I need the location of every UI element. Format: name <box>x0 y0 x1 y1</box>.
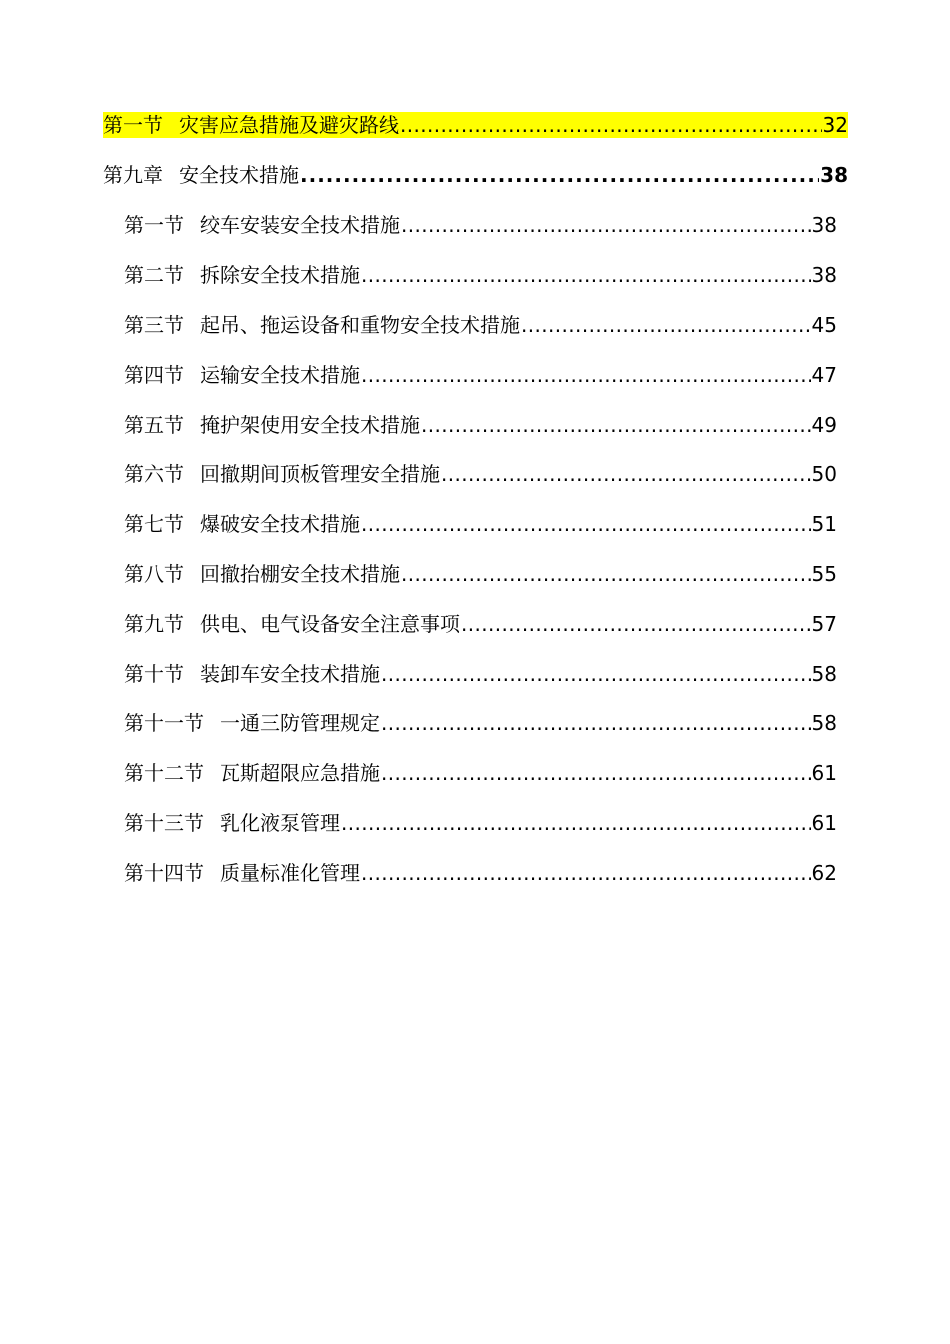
toc-leader-dots <box>361 860 811 886</box>
toc-section-number: 第六节 <box>124 462 184 486</box>
toc-entry-title: 起吊、拖运设备和重物安全技术措施 <box>200 313 520 337</box>
toc-section-number: 第十一节 <box>124 711 204 735</box>
toc-section-number: 第五节 <box>124 413 184 437</box>
toc-leader-dots <box>341 810 811 836</box>
toc-section-number: 第十四节 <box>124 861 204 885</box>
toc-page-number: 38 <box>811 213 837 237</box>
toc-entry-title: 运输安全技术措施 <box>200 363 360 387</box>
toc-entry[interactable] <box>124 461 837 487</box>
toc-entry[interactable] <box>124 312 837 338</box>
toc-entry[interactable] <box>124 661 837 687</box>
toc-entry-title: 爆破安全技术措施 <box>200 512 360 536</box>
toc-entry-title: 绞车安装安全技术措施 <box>200 213 400 237</box>
toc-page-number: 47 <box>811 363 837 387</box>
toc-page-number: 32 <box>822 113 848 137</box>
toc-entry-chapter-9[interactable] <box>103 162 848 188</box>
toc-entry-title: 安全技术措施 <box>179 163 299 187</box>
toc-leader-dots <box>521 312 811 338</box>
toc-entry[interactable] <box>124 412 837 438</box>
toc-leader-dots <box>381 710 811 736</box>
toc-leader-dots <box>400 112 822 138</box>
toc-page-number: 50 <box>811 462 837 486</box>
toc-page-number: 45 <box>811 313 837 337</box>
toc-entry[interactable] <box>124 362 837 388</box>
toc-section-number: 第一节 <box>103 113 163 137</box>
toc-page-number: 55 <box>811 562 837 586</box>
toc-entry[interactable] <box>124 860 837 886</box>
toc-page-number: 58 <box>811 662 837 686</box>
toc-entry[interactable] <box>124 262 837 288</box>
toc-page-number: 49 <box>811 413 837 437</box>
toc-section-number: 第二节 <box>124 263 184 287</box>
toc-section-number: 第七节 <box>124 512 184 536</box>
toc-section-number: 第十三节 <box>124 811 204 835</box>
toc-entry-title: 灾害应急措施及避灾路线 <box>179 113 399 137</box>
toc-entry-title: 一通三防管理规定 <box>220 711 380 735</box>
toc-entry-section-1-emergency[interactable] <box>103 112 848 138</box>
toc-leader-dots <box>401 561 811 587</box>
toc-entry[interactable] <box>124 511 837 537</box>
toc-entry-title: 供电、电气设备安全注意事项 <box>200 612 460 636</box>
toc-entry[interactable] <box>124 760 837 786</box>
toc-page-number: 62 <box>811 861 837 885</box>
toc-section-number: 第十节 <box>124 662 184 686</box>
toc-entry-title: 拆除安全技术措施 <box>200 263 360 287</box>
toc-section-number: 第十二节 <box>124 761 204 785</box>
toc-entry[interactable] <box>124 212 837 238</box>
toc-section-number: 第八节 <box>124 562 184 586</box>
toc-entry[interactable] <box>124 810 837 836</box>
toc-entry-title: 质量标准化管理 <box>220 861 360 885</box>
toc-page-number: 38 <box>820 163 848 187</box>
toc-section-number: 第四节 <box>124 363 184 387</box>
toc-leader-dots <box>361 511 811 537</box>
toc-section-number: 第一节 <box>124 213 184 237</box>
toc-entry-title: 瓦斯超限应急措施 <box>220 761 380 785</box>
toc-leader-dots <box>381 661 811 687</box>
toc-entry[interactable] <box>124 561 837 587</box>
toc-leader-dots <box>361 362 811 388</box>
toc-leader-dots <box>461 611 811 637</box>
toc-page-number: 61 <box>811 761 837 785</box>
toc-entry[interactable] <box>124 710 837 736</box>
toc-section-number: 第九节 <box>124 612 184 636</box>
toc-entry-title: 回撤抬棚安全技术措施 <box>200 562 400 586</box>
toc-leader-dots <box>361 262 811 288</box>
toc-chapter-number: 第九章 <box>103 163 163 187</box>
toc-page-number: 58 <box>811 711 837 735</box>
toc-leader-dots <box>441 461 811 487</box>
toc-leader-dots <box>421 412 811 438</box>
toc-entry-title: 回撤期间顶板管理安全措施 <box>200 462 440 486</box>
toc-entry[interactable] <box>124 611 837 637</box>
toc-leader-dots <box>401 212 811 238</box>
toc-entry-title: 装卸车安全技术措施 <box>200 662 380 686</box>
toc-leader-dots <box>300 162 819 188</box>
toc-page-number: 61 <box>811 811 837 835</box>
toc-page-number: 38 <box>811 263 837 287</box>
toc-section-number: 第三节 <box>124 313 184 337</box>
toc-entry-title: 掩护架使用安全技术措施 <box>200 413 420 437</box>
toc-entry-title: 乳化液泵管理 <box>220 811 340 835</box>
toc-page-number: 51 <box>811 512 837 536</box>
toc-page-number: 57 <box>811 612 837 636</box>
toc-leader-dots <box>381 760 811 786</box>
